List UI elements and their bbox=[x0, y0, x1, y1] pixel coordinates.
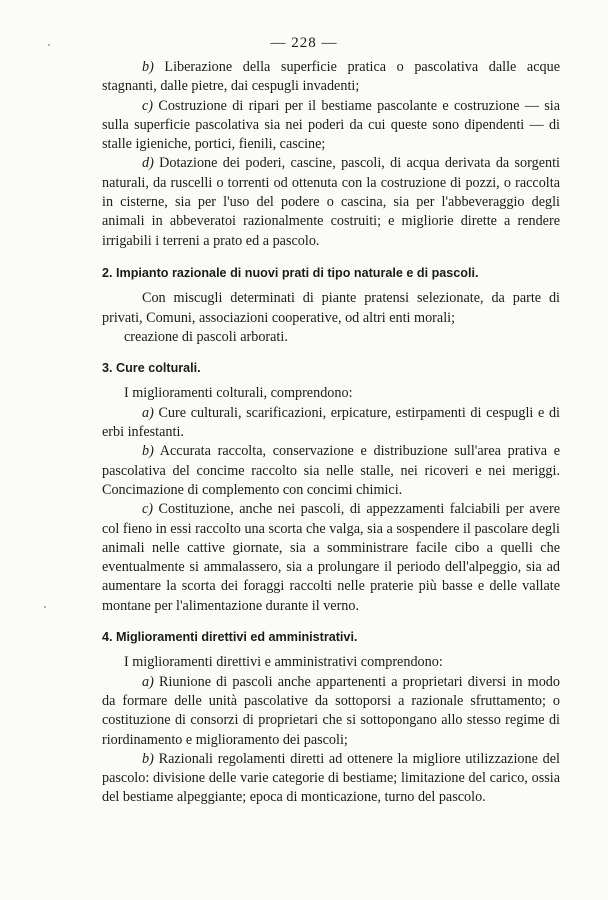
paragraph: I miglioramenti colturali, comprendono: bbox=[124, 385, 353, 402]
page-body bbox=[102, 58, 560, 808]
item-text: Razionali regolamenti diretti ad ottenere la migliore utilizzazione del pascolo: divisione delle varie categorie di bestiame; limitazione del carico, ossia del bestiame alpeggiante; epoca di monticazione, turno del pascolo. bbox=[102, 750, 560, 806]
item-label: c) bbox=[142, 97, 154, 114]
scan-speck bbox=[44, 606, 46, 608]
page-number: — 228 — bbox=[270, 35, 338, 51]
item-text: Dotazione dei poderi, cascine, pascoli, di acqua derivata da sorgenti naturali, da ruscelli o torrenti od ottenuta con la costruzione di pozzi, o raccolta in cisterne, sia per l'uso del podere o cascina, sia per l'abbeveraggio degli animali in abbeveratoi razionalmente costruiti; e migliorie dirette a rendere irrigabili i terreni a prato ed a pascolo. bbox=[102, 155, 560, 249]
item-label: d) bbox=[142, 155, 154, 172]
item-text: Liberazione della superficie pratica o pascolativa dalle acque stagnanti, dalle pietre, dai cespugli invadenti; bbox=[102, 59, 560, 95]
item-label: a) bbox=[142, 673, 154, 690]
item-label: a) bbox=[142, 404, 154, 421]
section-heading: 4. Miglioramenti direttivi ed amministrativi. bbox=[102, 630, 358, 645]
section-heading: 3. Cure colturali. bbox=[102, 361, 201, 376]
list-item bbox=[102, 58, 560, 97]
list-item bbox=[102, 750, 560, 808]
item-label: b) bbox=[142, 750, 154, 767]
list-item bbox=[102, 442, 560, 500]
item-text: Riunione di pascoli anche appartenenti a proprietari diversi in modo da formare delle unità pascolative da sottoporsi a razionale sfruttamento; o costituzione di consorzi di proprietari che si sottopongano allo stesso regime di riordinamento e miglioramento dei pascoli; bbox=[102, 673, 560, 748]
section-heading: 2. Impianto razionale di nuovi prati di tipo naturale e di pascoli. bbox=[102, 265, 479, 280]
item-label: b) bbox=[142, 59, 154, 75]
item-text: Cure culturali, scarificazioni, erpicature, estirpamenti di cespugli e di erbi infestanti. bbox=[102, 404, 560, 441]
item-text: Costruzione di ripari per il bestiame pascolante e costruzione — sia sulla superficie pascolativa sia nei poderi da cui queste sono dipendenti — di stalle igieniche, portici, fienili, cascine; bbox=[102, 97, 560, 153]
list-item bbox=[102, 154, 560, 250]
list-item bbox=[102, 673, 560, 750]
list-item bbox=[102, 500, 560, 616]
item-text: Accurata raccolta, conservazione e distribuzione sull'area prativa e pascolativa del concime raccolto sia nelle stalle, nei ricoveri e nei meriggi. Concimazione di complemento con concimi chimici. bbox=[102, 443, 560, 498]
list-item bbox=[102, 97, 560, 155]
item-label: b) bbox=[142, 443, 154, 460]
paragraph: creazione di pascoli arborati. bbox=[124, 328, 288, 345]
item-text: Costituzione, anche nei pascoli, di appezzamenti falciabili per avere col fieno in essi raccolto una scorta che valga, sia a sospendere il pascolare degli animali nelle cattive giornate, sia a somministrare facile cibo a quelli che eventualmente si ammalassero, sia a prolungare il periodo dell'alpeggio, sia ad aumentare la scorta dei foraggi raccolti nelle praterie più basse e delle vallate montane per l'alimentazione durante il verno. bbox=[102, 501, 560, 614]
list-item bbox=[102, 404, 560, 443]
paragraph: I miglioramenti direttivi e amministrativi comprendono: bbox=[124, 654, 443, 671]
item-label: c) bbox=[142, 501, 154, 518]
paragraph: Con miscugli determinati di piante pratensi selezionate, da parte di privati, Comuni, associazioni cooperative, od altri enti morali; bbox=[102, 290, 560, 326]
